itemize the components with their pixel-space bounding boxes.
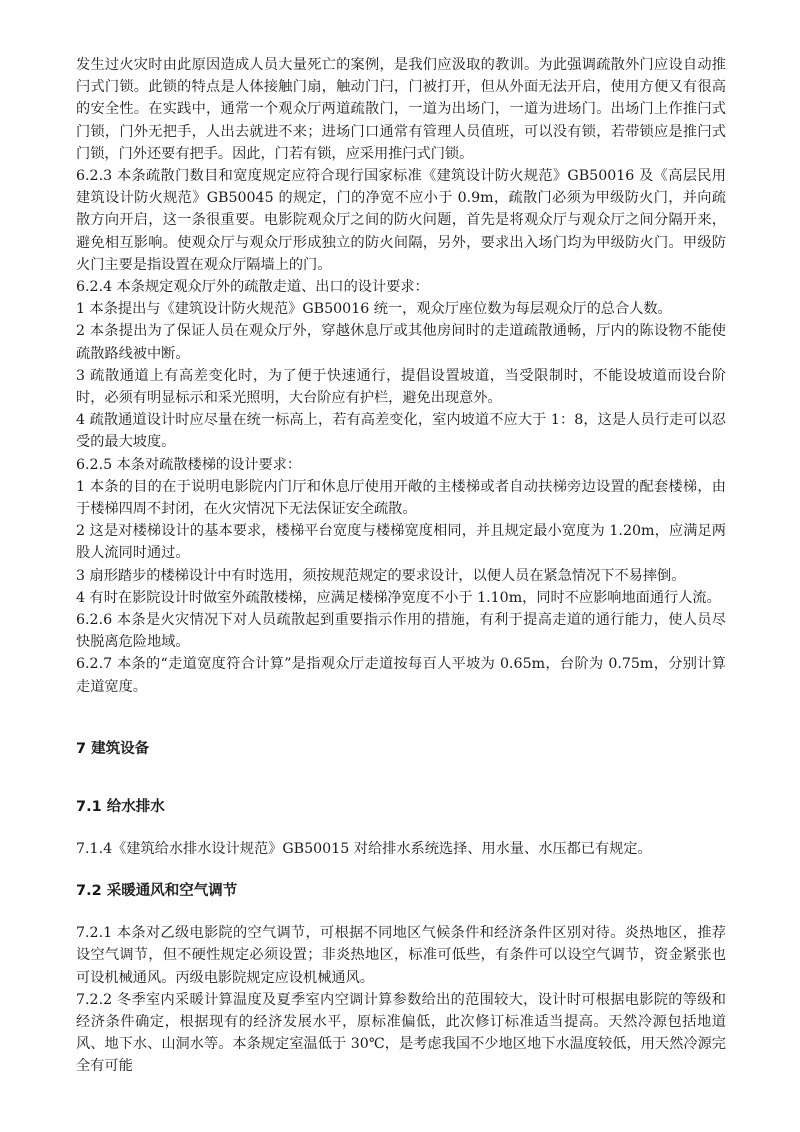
paragraph-6-2-4-item-1: 1 本条提出与《建筑设计防火规范》GB50016 统一，观众厅座位数为每层观众厅的总合人数。	[76, 301, 672, 318]
paragraph-6-2-5-item-3: 3 扇形踏步的楼梯设计中有时选用，须按规范规定的要求设计，以便人员在紧急情况下不易摔倒。	[76, 567, 686, 584]
paragraph-6-2-4-item-3: 3 疏散通道上有高差变化时，为了便于快速通行，提倡设置坡道，当受限制时，不能设坡道而设台阶时，必须有明显标示和采光照明，大台阶应有护栏，避免出现意外。	[76, 367, 726, 407]
document-body	[76, 54, 726, 1078]
paragraph-6-2-6: 6.2.6 本条是火灾情况下对人员疏散起到重要指示作用的措施，有利于提高走道的通行能力，使人员尽快脱离危险地域。	[76, 612, 726, 651]
paragraph-6-2-4: 6.2.4 本条规定观众厅外的疏散走道、出口的设计要求：	[76, 279, 429, 296]
paragraph-6-2-5-item-4: 4 有时在影院设计时做室外疏散楼梯，应满足楼梯净宽度不小于 1.10m，同时不应影响地面通行人流。	[76, 589, 721, 606]
paragraph-7-2-1: 7.2.1 本条对乙级电影院的空气调节，可根据不同地区气候条件和经济条件区别对待。炎热地区，推荐设空气调节，但不硬性规定必须设置；非炎热地区，标准可低些，有条件可以设空气调节，资金紧张也可设机械通风。丙级电影院规定应设机械通风。	[76, 925, 726, 986]
chapter-7-title: 7 建筑设备	[76, 740, 150, 757]
paragraph-6-2-5-item-1: 1 本条的目的在于说明电影院内门厅和休息厅使用开敞的主楼梯或者自动扶梯旁边设置的配套楼梯，由于楼梯四周不封闭，在火灾情况下无法保证安全疏散。	[76, 478, 726, 518]
paragraph-7-2-2: 7.2.2 冬季室内采暖计算温度及夏季室内空调计算参数给出的范围较大，设计时可根据电影院的等级和经济条件确定，根据现有的经济发展水平，原标准偏低，此次修订标准适当提高。天然冷源包括地道风、地下水、山洞水等。本条规定室温低于 30℃，是考虑我国不少地区地下水温度较低，用天然冷源完全有可能	[76, 991, 726, 1075]
paragraph-7-1-4: 7.1.4《建筑给水排水设计规范》GB50015 对给排水系统选择、用水量、水压都已有规定。	[76, 840, 652, 857]
paragraph-6-2-4-item-2: 2 本条提出为了保证人员在观众厅外，穿越休息厅或其他房间时的走道疏散通畅，厅内的陈设物不能使疏散路线被中断。	[76, 323, 726, 362]
paragraph-6-2-7: 6.2.7 本条的“走道宽度符合计算”是指观众厅走道按每百人平坡为 0.65m，台阶为 0.75m，分别计算走道宽度。	[76, 656, 726, 695]
section-7-2-title: 7.2 采暖通风和空气调节	[76, 883, 238, 900]
paragraph-6-2-5-item-2: 2 这是对楼梯设计的基本要求，楼梯平台宽度与楼梯宽度相同，并且规定最小宽度为 1.20m，应满足两股人流同时通过。	[76, 523, 726, 562]
paragraph-6-2-5: 6.2.5 本条对疏散楼梯的设计要求：	[76, 456, 302, 473]
paragraph-6-2-3: 6.2.3 本条疏散门数目和宽度规定应符合现行国家标准《建筑设计防火规范》GB50016 及《高层民用建筑设计防火规范》GB50045 的规定，门的净宽不应小于 0.9m，疏散门必须为甲级防火门，并向疏散方向开启，这一条很重要。电影院观众厅之间的防火问题，首先是将观众厅与观众厅之间分隔开来，避免相互影响。使观众厅与观众厅形成独立的防火间隔，另外，要求出入场门均为甲级防火门。甲级防火门主要是指设置在观众厅隔墙上的门。	[76, 168, 726, 273]
section-7-1-title: 7.1 给水排水	[76, 798, 165, 815]
paragraph-fire-lock: 发生过火灾时由此原因造成人员大量死亡的案例，是我们应汲取的教训。为此强调疏散外门应设自动推闩式门锁。此锁的特点是人体接触门扇，触动门闩，门被打开，但从外面无法开启，使用方便又有很高的安全性。在实践中，通常一个观众厅两道疏散门，一道为出场门，一道为进场门。出场门上作推闩式门锁，门外无把手，人出去就进不来；进场门口通常有管理人员值班，可以没有锁，若带锁应是推闩式门锁，门外还要有把手。因此，门若有锁，应采用推闩式门锁。	[76, 57, 726, 162]
paragraph-6-2-4-item-4: 4 疏散通道设计时应尽量在统一标高上，若有高差变化，室内坡道不应大于 1：8，这是人员行走可以忍受的最大坡度。	[76, 412, 726, 451]
